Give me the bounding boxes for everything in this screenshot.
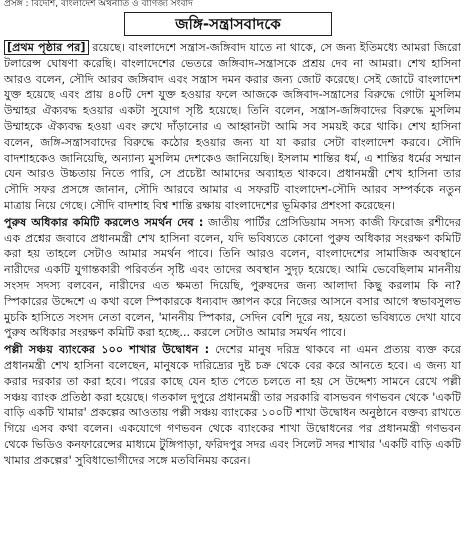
paragraph-text: জাতীয় পার্টির প্রেসিডিয়াম সদস্য কাজী ফিরোজ রশীদের এক প্রশ্নের জবাবে প্রধানমন্ত্রী শেখ হাসিনা বলেন, যদি ভবিষ্যতে কোনো পুরুষ অধিকার সংরক্ষণ কমিটি করা হয় তাহলে সেটাও আমার সমর্থন পাবে। তিনি আরও বলেন, বাংলাদেশের সামাজিক অবস্থানে নারীদের একটি যুগান্তকারী পরিবর্তন সৃষ্টি এবং তাদের অবস্থান সুদৃঢ় হয়েছে। আমি ভেবেছিলাম মাননীয় সংসদ সদস্য বলবেন, নারীদের এত ক্ষমতা দিয়েছি, পুরুষদের জন্য আলাদা কিছু করলাম কি না? স্পিকারের উদ্দেশে এ কথা বলে স্পিকারকে ধন্যবাদ জ্ঞাপন করে নিজের আসনে বসার আগে স্বভাবসুলভ মুচকি হাসিতে সংসদ নেতা বলেন, 'মাননীয় স্পিকার, সেদিন বেশি দূরে নয়, হয়তো ভবিষ্যতে দেখা যাবে পুরুষ অধিকার সংরক্ষণ কমিটি করা হচ্ছে... করলে সেটাও আমার সমর্থন পাবে। bbox=[4, 215, 461, 340]
headline: জঙ্গি-সন্ত্রাসবাদকে bbox=[124, 12, 332, 36]
subheading-male-rights: পুরুষ অধিকার কমিটি করলেও সমর্থন দেব : bbox=[4, 215, 204, 229]
subheading-palli-sanchay: পল্লী সঞ্চয় ব্যাংকের ১০০ শাখার উদ্বোধন : bbox=[4, 343, 210, 357]
paragraph-text: রয়েছে। বাংলাদেশে সন্ত্রাস-জঙ্গিবাদ যাতে না থাকে, সে জন্য ইতিমধ্যে আমরা জিরো টলারেন্স ঘোষণা করেছি। বাংলাদেশের ভেতরে জঙ্গিবাদ-সন্ত্রাসকে প্রশ্রয় দেব না আমরা। শেখ হাসিনা আরও বলেন, সৌদি আরব জঙ্গিবাদ এবং সন্ত্রাস দমন করার জন্য জোট করেছে। সেই জোটে বাংলাদেশ যুক্ত হয়েছে এবং প্রায় ৪০টি দেশ যুক্ত হওয়ার ফলে আজকে জঙ্গিবাদ-সন্ত্রাসের বিরুদ্ধে গোটা মুসলিম উম্মাহর ঐক্যবদ্ধ হওয়ার একটা সুযোগ সৃষ্টি হয়েছে। তিনি বলেন, সন্ত্রাস-জঙ্গিবাদের বিরুদ্ধে মুসলিম উম্মাহকে ঐক্যবদ্ধ হওয়া এবং রুখে দাঁড়ানোর এ আহ্বানটা আমি সব সময়ই করে থাকি। শেখ হাসিনা বলেন, জঙ্গি-সন্ত্রাসবাদের বিরুদ্ধে কঠোর হওয়ার জন্য যা যা করার সেটা বাংলাদেশ করবে। সৌদি বাদশাহকেও জানিয়েছি, অন্যান্য মুসলিম দেশকেও জানিয়েছি। ইসলাম শান্তির ধর্ম, এ শান্তির ধর্মের সম্মান যেন আরও উচ্চতায় নিতে পারি, সে প্রচেষ্টা আমাদের অব্যাহত থাকবে। প্রধানমন্ত্রী শেখ হাসিনা তার সৌদি সফর প্রসঙ্গে জানান, সৌদি আরবে আমার এ সফরটি বাংলাদেশ-সৌদি আরব সম্পর্ককে নতুন মাত্রায় নিয়ে গেছে। সৌদি বাদশাহ বিশ্ব শান্তি রক্ষায় বাংলাদেশের ভূমিকার প্রশংসা করেছেন। bbox=[4, 41, 461, 212]
paragraph-palli-sanchay bbox=[4, 342, 461, 468]
top-strip-text: প্রসঙ্গ : বিদেশি, বাংলাদেশ অর্থনীতি ও বাণিজ্য সংবাদ bbox=[4, 0, 193, 9]
paragraph-continuation bbox=[4, 40, 461, 214]
paragraph-text: দেশের মানুষ দরিদ্র থাকবে না এমন প্রত্যয় ব্যক্ত করে প্রধানমন্ত্রী শেখ হাসিনা বলেছেন, মানুষকে দারিদ্র্যের দুষ্ট চক্র থেকে বের করে আনতে হবে। এ জন্য যা করার দরকার তা করা হবে। পরের কাছে যেন হাত পেতে চলতে না হয় সে উদ্দেশ্য সামনে রেখে পল্লী সঞ্চয় ব্যাংক প্রতিষ্ঠা করা হয়েছে। গতকাল দুপুরে প্রধানমন্ত্রী তার সরকারি বাসভবন গণভবন থেকে 'একটি বাড়ি একটি খামার' প্রকল্পের আওতায় পল্লী সঞ্চয় ব্যাংকের ১০০টি শাখা উদ্বোধন অনুষ্ঠানে বক্তব্য রাখতে গিয়ে এসব কথা বলেন। একযোগে গণভবন থেকে ব্যাংকের শাখা উদ্বোধনের পর প্রধানমন্ত্রী গণভবন থেকে ভিডিও কনফারেন্সের মাধ্যমে টুঙ্গিপাড়া, ফরিদপুর সদর এবং সিলেট সদর শাখার 'একটি বাড়ি একটি খামার প্রকল্পের' সুবিধাভোগীদের সঙ্গে মতবিনিময় করেন। bbox=[4, 343, 461, 467]
article-body bbox=[4, 40, 461, 556]
paragraph-male-rights bbox=[4, 215, 461, 341]
continued-from-label: [প্রথম পৃষ্ঠার পর] bbox=[4, 40, 89, 55]
